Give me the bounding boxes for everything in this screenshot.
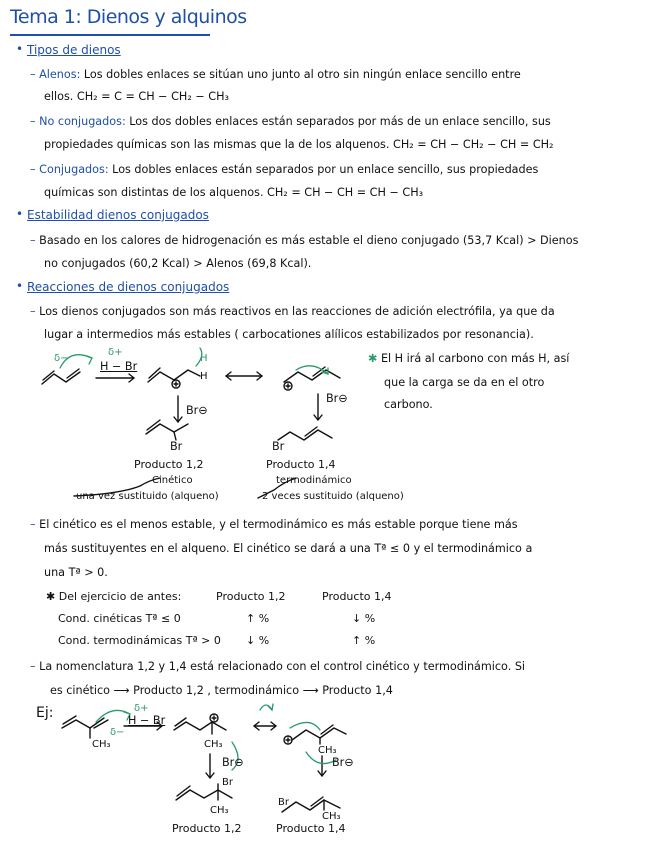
p2-paragraph: – El cinético es el menos estable, y el termodinámico es más estable porque tiene más: [30, 518, 518, 531]
conj-line2: químicas son distintas de los alquenos. CH₂ = CH − CH = CH − CH₃: [44, 186, 424, 199]
p2-line2: más sustituyentes en el alqueno. El cinético se dará a una Tª ≤ 0 y el termodinámico a: [44, 542, 533, 555]
ex-label-product12: Producto 1,2: [172, 822, 242, 835]
delta-minus: δ−: [54, 353, 69, 364]
section-heading-tipos: Tipos de dienos: [27, 43, 121, 57]
bromide-ion-1: Br⊖: [186, 404, 208, 417]
intermediate-a-skeleton: [174, 722, 226, 730]
ex-electron-arrow-2: [290, 722, 320, 730]
label-termodinamico: termodinámico: [276, 475, 352, 486]
table-intro: ✱ Del ejercicio de antes:: [46, 590, 182, 603]
noconj-term: No conjugados:: [39, 115, 126, 128]
p2-line1: El cinético es el menos estable, y el termodinámico es más estable porque tiene más: [39, 518, 518, 531]
table-row1-label: Cond. cinéticas Tª ≤ 0: [58, 612, 181, 625]
conj-line1: Los dobles enlaces están separados por un enlace sencillo, sus propiedades: [108, 163, 539, 176]
p3-paragraph: – La nomenclatura 1,2 y 1,4 está relacionado con el control cinético y termodinámico. Si: [30, 660, 526, 673]
ex-delta-minus: δ−: [110, 727, 125, 738]
note-line3: carbono.: [384, 398, 433, 411]
ex-product12-skeleton: [176, 790, 232, 800]
bromide-ion-2: Br⊖: [326, 392, 348, 405]
reacciones-line2: lugar a intermedios más estables ( carbocationes alílicos estabilizados por resonancia).: [44, 328, 534, 341]
noconj-line1: Los dos dobles enlaces están separados por más de un enlace sencillo, sus: [125, 115, 551, 128]
label-una-vez: una vez sustituido (alqueno): [76, 491, 219, 502]
reacciones-line1: Los dienos conjugados son más reactivos en las reacciones de adición electrófila, ya que da: [39, 305, 555, 318]
ex-delta-plus: δ+: [134, 703, 149, 714]
intermediate-b-skeleton: [292, 728, 346, 740]
table-row2-v2: ↑ %: [352, 634, 376, 647]
p3-line1: La nomenclatura 1,2 y 1,4 está relacionado con el control cinético y termodinámico. Si: [39, 660, 526, 673]
table-col2: Producto 1,4: [322, 590, 392, 603]
ex-ch3-isoprene: CH₃: [92, 739, 111, 750]
ex-ch3-int-b: CH₃: [318, 745, 337, 756]
section-heading-reacciones: Reacciones de dienos conjugados: [27, 280, 230, 294]
ex-br-product14: Br: [278, 797, 289, 808]
note-line2: que la carga se da en el otro: [384, 376, 545, 389]
estabilidad-paragraph: – Basado en los calores de hidrogenación es más estable el dieno conjugado (53,7 Kcal) > Dienos: [30, 234, 579, 247]
ex-reagent-hbr: H − Br: [128, 714, 166, 727]
ex-br-product12: Br: [222, 777, 233, 788]
reagent-hbr: H − Br: [100, 360, 138, 373]
ex-ch3-int-a: CH₃: [204, 739, 223, 750]
alenos-term: Alenos:: [39, 68, 81, 81]
h-label: H: [200, 371, 208, 382]
alenos-paragraph: – Alenos: Los dobles enlaces se sitúan uno junto al otro sin ningún enlace sencillo entre: [30, 68, 521, 81]
table-row2-label: Cond. termodinámicas Tª > 0: [58, 634, 221, 647]
ex-bromide-1: Br⊖: [222, 756, 244, 769]
label-product14: Producto 1,4: [266, 458, 336, 471]
label-product12: Producto 1,2: [134, 458, 204, 471]
section-bullet: •: [16, 207, 24, 221]
page-title: Tema 1: Dienos y alquinos: [10, 6, 247, 28]
noconj-line2: propiedades químicas son las mismas que la de los alquenos. CH₂ = CH − CH₂ − CH = CH₂: [44, 138, 554, 151]
conj-paragraph: – Conjugados: Los dobles enlaces están separados por un enlace sencillo, sus propiedades: [30, 163, 539, 176]
table-row1-v2: ↓ %: [352, 612, 376, 625]
ex-label-product14: Producto 1,4: [276, 822, 346, 835]
estabilidad-line2: no conjugados (60,2 Kcal) > Alenos (69,8 Kcal).: [44, 257, 312, 270]
br-product14: Br: [272, 440, 285, 453]
ex-ch3-product14: CH₃: [322, 811, 341, 822]
conj-term: Conjugados:: [39, 163, 109, 176]
delta-plus: δ+: [108, 347, 123, 358]
section-bullet: •: [16, 279, 24, 293]
table-row2-v1: ↓ %: [246, 634, 270, 647]
br-product12: Br: [170, 440, 183, 453]
section-bullet: •: [16, 42, 24, 56]
p2-line3: una Tª > 0.: [44, 566, 108, 579]
ex-bromide-2: Br⊖: [332, 756, 354, 769]
alenos-line2: ellos. CH₂ = C = CH − CH₂ − CH₃: [44, 90, 229, 103]
ej-label: Ej:: [36, 705, 54, 721]
alenos-line1: Los dobles enlaces se sitúan uno junto al otro sin ningún enlace sencillo entre: [80, 68, 521, 81]
section-heading-estabilidad: Estabilidad dienos conjugados: [27, 208, 209, 222]
table-row1-v1: ↑ %: [246, 612, 270, 625]
note-line1: ✱ El H irá al carbono con más H, así: [368, 352, 570, 365]
reacciones-paragraph: – Los dienos conjugados son más reactivos en las reacciones de adición electrófila, ya que da: [30, 305, 555, 318]
p3-line2: es cinético ⟶ Producto 1,2 , termodinámico ⟶ Producto 1,4: [50, 684, 393, 697]
noconj-paragraph: – No conjugados: Los dos dobles enlaces están separados por más de un enlace sencillo, sus: [30, 115, 551, 128]
label-cinetico: Cinético: [152, 475, 193, 486]
label-dos-veces: 2 veces sustituido (alqueno): [262, 491, 404, 502]
table-col1: Producto 1,2: [216, 590, 286, 603]
estabilidad-line1: Basado en los calores de hidrogenación es más estable el dieno conjugado (53,7 Kcal) > Dienos: [39, 234, 579, 247]
h-label-green: H: [200, 353, 208, 364]
ex-ch3-product12: CH₃: [210, 805, 229, 816]
